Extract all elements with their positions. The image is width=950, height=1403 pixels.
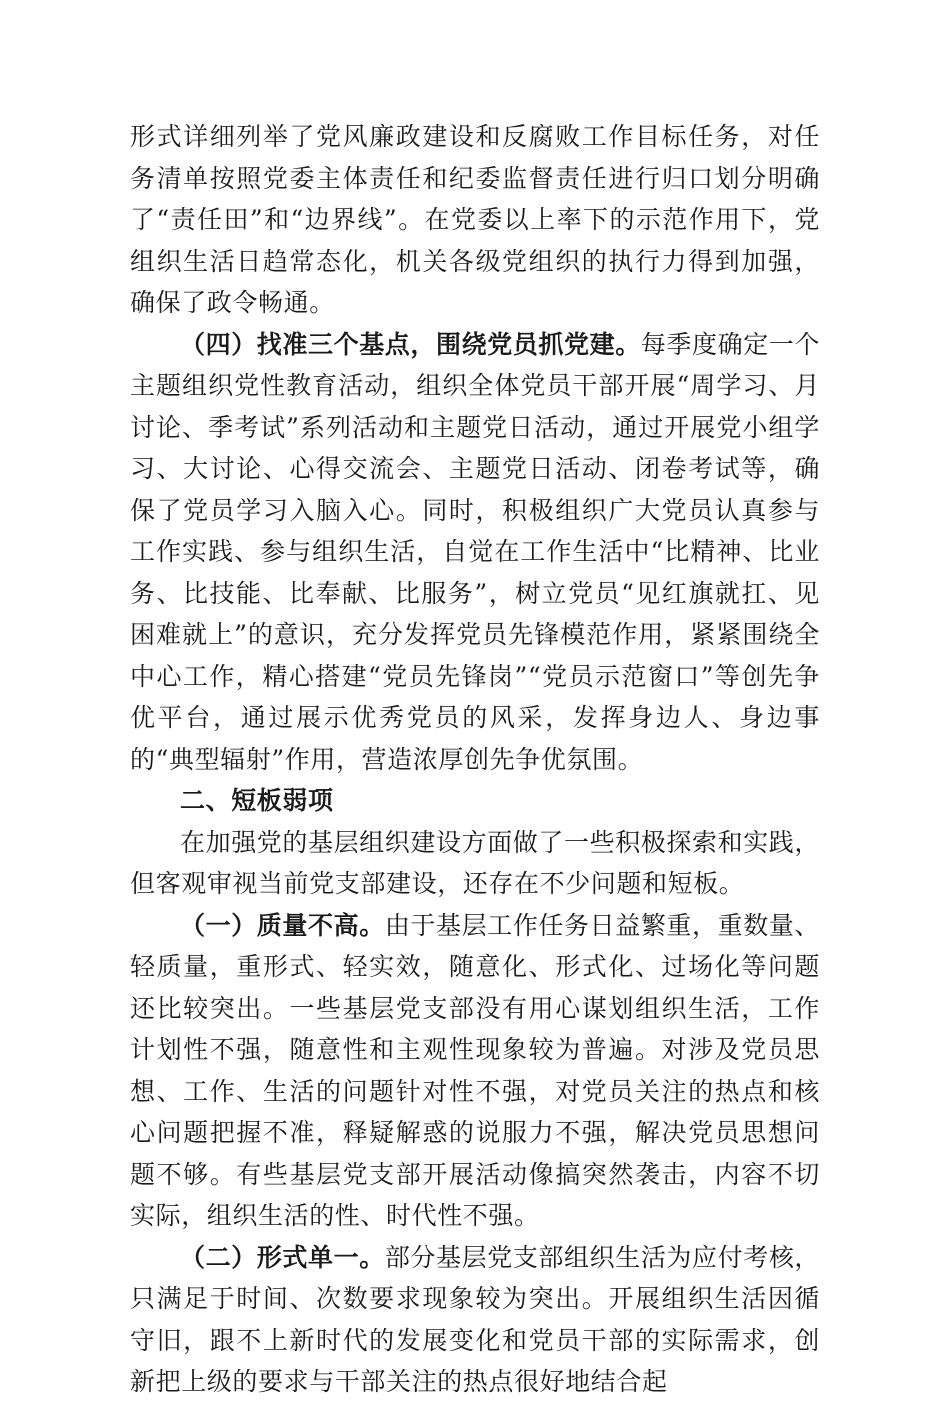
paragraph-lead-heading: （一）质量不高。 bbox=[180, 910, 385, 940]
paragraph-quality bbox=[130, 905, 820, 1237]
paragraph-text: 部分基层党支部组织生活为应付考核，只满足于时间、次数要求现象较为突出。开展组织生活因循守旧，跟不上新时代的发展变化和党员干部的实际需求，创新把上级的要求与干部关注的热点很好地结合起 bbox=[130, 1242, 821, 1396]
section-heading: 二、短板弱项 bbox=[180, 786, 334, 815]
paragraph-intro bbox=[130, 822, 820, 905]
document-page bbox=[130, 116, 820, 1403]
paragraph-text: 形式详细列举了党风廉政建设和反腐败工作目标任务，对任务清单按照党委主体责任和纪委监督责任进行归口划分明确了“责任田”和“边界线”。在党委以上率下的示范作用下，党组织生活日趋常态化，机关各级党组织的执行力得到加强，确保了政令畅通。 bbox=[130, 122, 820, 317]
paragraph-lead-heading: （二）形式单一。 bbox=[180, 1242, 385, 1272]
paragraph-form bbox=[130, 1237, 820, 1403]
paragraph-text: 由于基层工作任务日益繁重，重数量、轻质量，重形式、轻实效，随意化、形式化、过场化等问题还比较突出。一些基层党支部没有用心谋划组织生活，工作计划性不强，随意性和主观性现象较为普遍。对涉及党员思想、工作、生活的问题针对性不强，对党员关注的热点和核心问题把握不准，释疑解惑的说服力不强，解决党员思想问题不够。有些基层党支部开展活动像搞突然袭击，内容不切实际，组织生活的性、时代性不强。 bbox=[130, 910, 821, 1230]
paragraph-continuation bbox=[130, 116, 820, 324]
paragraph-lead-heading: （四）找准三个基点，围绕党员抓党建。 bbox=[180, 329, 641, 359]
paragraph-text: 每季度确定一个主题组织党性教育活动，组织全体党员干部开展“周学习、月讨论、季考试”系列活动和主题党日活动，通过开展党小组学习、大讨论、心得交流会、主题党日活动、闭卷考试等，确保了党员学习入脑入心。同时，积极组织广大党员认真参与工作实践、参与组织生活，自觉在工作生活中“比精神、比业务、比技能、比奉献、比服务”，树立党员“见红旗就扛、见困难就上”的意识，充分发挥党员先锋模范作用，紧紧围绕全中心工作，精心搭建“党员先锋岗”“党员示范窗口”等创先争优平台，通过展示优秀党员的风采，发挥身边人、身边事的“典型辐射”作用，营造浓厚创先争优氛围。 bbox=[130, 329, 821, 774]
paragraph-four-bases bbox=[130, 324, 820, 781]
paragraph-text: 在加强党的基层组织建设方面做了一些积极探索和实践，但客观审视当前党支部建设，还存在不少问题和短板。 bbox=[130, 827, 821, 898]
